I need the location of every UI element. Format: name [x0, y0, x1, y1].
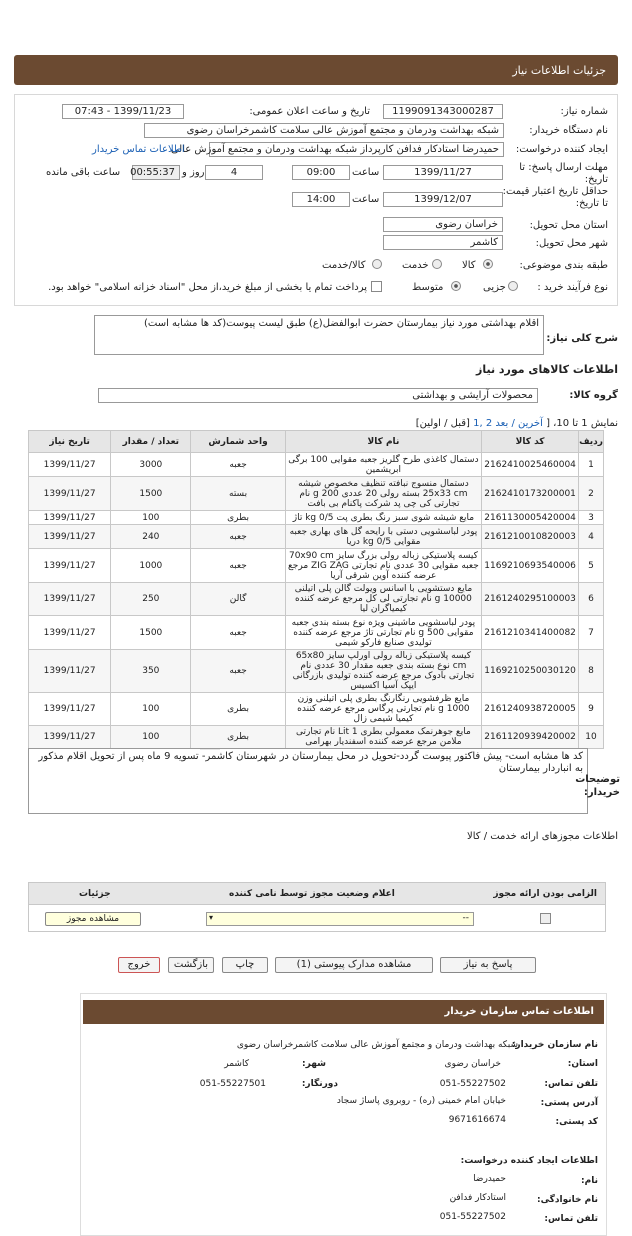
- description-box: [94, 315, 544, 355]
- cell-date: 1399/11/27: [29, 549, 111, 583]
- cell-unit: جعبه: [191, 453, 285, 477]
- cell-name: پودر لباسشویی دستی با رایحه گل های بهاری جعبه مقوایی 0/5 kg دریا: [285, 525, 482, 549]
- deadline-time-label: ساعت: [352, 167, 380, 178]
- cell-qty: 1000: [111, 549, 191, 583]
- cell-unit: بطری: [191, 693, 285, 726]
- contact-postal-label: کد پستی:: [555, 1117, 598, 1127]
- table-row: [29, 511, 604, 525]
- goods-table-header: [29, 431, 604, 453]
- contact-province-value: خراسان رضوی: [444, 1059, 501, 1069]
- cell-qty: 250: [111, 583, 191, 616]
- cell-code: 2161210010820003: [482, 525, 579, 549]
- buyer-org-label: نام دستگاه خریدار:: [529, 125, 608, 136]
- cell-date: 1399/11/27: [29, 650, 111, 693]
- cell-date: 1399/11/27: [29, 477, 111, 511]
- cell-code: 2162410173200001: [482, 477, 579, 511]
- table-row: [29, 650, 604, 693]
- province-label: استان محل تحویل:: [529, 220, 608, 231]
- contact-fax-value: 051-55227501: [199, 1079, 266, 1089]
- cell-row: 2: [579, 477, 604, 511]
- print-button[interactable]: چاپ: [222, 957, 268, 973]
- days-field: 4: [205, 165, 263, 180]
- cell-name: مایع دستشویی با اسانس ویولت گالن پلی اتیلنی 10000 g نام تجارتی لی کل مرجع عرضه کننده کیمیاگران لیا: [285, 583, 482, 616]
- need-number-label: شماره نیاز:: [560, 106, 608, 117]
- contact-province-label: استان:: [567, 1059, 598, 1069]
- description-text: اقلام بهداشتی مورد نیاز بیمارستان حضرت ابوالفضل(ع) طبق لیست پیوست(کد ها مشابه است): [143, 318, 539, 329]
- table-row: [29, 616, 604, 650]
- validity-time-label: ساعت: [352, 194, 380, 205]
- buyer-notes-text: کد ها مشابه است- پیش فاکتور پیوست گردد-تحویل در محل بیمارستان در شهرستان کاشمر- تسویه 9 ماه پس از تحویل اقلام مذکور به انباردار بیمارستان: [38, 751, 583, 774]
- description-label: شرح کلی نیاز:: [546, 333, 618, 344]
- cell-qty: 240: [111, 525, 191, 549]
- payment-note: پرداخت تمام یا بخشی از مبلغ خرید،از محل "اسناد خزانه اسلامی" خواهد بود.: [48, 282, 367, 293]
- buyer-org-field: شبکه بهداشت ودرمان و مجتمع آموزش عالی سلامت کاشمرخراسان رضوی: [144, 123, 504, 138]
- creator-family-value: استادکار فدافن: [449, 1193, 506, 1203]
- goods-table: [28, 430, 604, 749]
- process-radio-minor[interactable]: [508, 281, 518, 291]
- cell-name: دستمال کاغذی طرح گلریز جعبه مقوایی 100 برگی ابریشمین: [285, 453, 482, 477]
- cell-row: 3: [579, 511, 604, 525]
- col-row: ردیف: [579, 431, 604, 453]
- process-label: نوع فرآیند خرید :: [537, 282, 608, 293]
- deadline-time-field: 09:00: [292, 165, 350, 180]
- deadline-date-field: 1399/11/27: [383, 165, 503, 180]
- col-qty: تعداد / مقدار: [111, 431, 191, 453]
- cell-unit: بطری: [191, 511, 285, 525]
- city-field: کاشمر: [383, 235, 503, 250]
- province-field: خراسان رضوی: [383, 217, 503, 232]
- cell-name: مایع شیشه شوی سبز رنگ بطری پت 0/5 kg تاژ: [285, 511, 482, 525]
- category-radio-both[interactable]: [372, 259, 382, 269]
- page-title: جزئیات اطلاعات نیاز: [512, 64, 606, 77]
- category-label: طبقه بندی موضوعی:: [519, 260, 608, 271]
- treasury-checkbox[interactable]: [371, 281, 382, 292]
- creator-phone-label: تلفن تماس:: [544, 1214, 598, 1224]
- process-radio-medium[interactable]: [451, 281, 461, 291]
- cell-unit: جعبه: [191, 616, 285, 650]
- cell-date: 1399/11/27: [29, 726, 111, 749]
- goods-section-title: اطلاعات کالاهای مورد نیاز: [476, 363, 618, 376]
- table-row: [29, 726, 604, 749]
- cell-code: 1169210693540006: [482, 549, 579, 583]
- remaining-label: ساعت باقی مانده: [46, 167, 121, 178]
- permits-table: [28, 882, 606, 932]
- cell-row: 6: [579, 583, 604, 616]
- min-validity-label: حداقل تاریخ اعتبار قیمت: تا تاریخ:: [502, 186, 608, 209]
- buyer-notes-label: توضیحات خریدار:: [575, 774, 620, 798]
- table-row: [29, 477, 604, 511]
- panel-header: [14, 55, 618, 85]
- table-row: [29, 525, 604, 549]
- contact-org-value: شبکه بهداشت ودرمان و مجتمع آموزش عالی سلامت کاشمرخراسان رضوی: [236, 1040, 518, 1050]
- cell-row: 4: [579, 525, 604, 549]
- cell-qty: 350: [111, 650, 191, 693]
- contact-fax-label: دورنگار:: [301, 1079, 338, 1089]
- permit-status-select[interactable]: [206, 912, 474, 926]
- contact-header: [83, 1000, 604, 1024]
- pagination-prefix: نمایش 1 تا 10، [: [546, 418, 618, 429]
- process-option-minor: جزیی: [483, 282, 506, 293]
- table-row: [29, 453, 604, 477]
- cell-qty: 1500: [111, 616, 191, 650]
- goods-group-field: محصولات آرایشی و بهداشتی: [98, 388, 538, 403]
- reply-button[interactable]: پاسخ به نیاز: [440, 957, 536, 973]
- days-label: روز و: [182, 167, 205, 178]
- remaining-time-field: 00:55:37: [132, 165, 180, 180]
- cell-unit: جعبه: [191, 525, 285, 549]
- chevron-down-icon: ▾: [209, 913, 214, 922]
- cell-unit: بسته: [191, 477, 285, 511]
- col-code: کد کالا: [482, 431, 579, 453]
- pagination-suffix: [قبل / اولین]: [415, 418, 470, 429]
- cell-date: 1399/11/27: [29, 616, 111, 650]
- buyer-contact-link[interactable]: اطلاعات تماس خریدار: [92, 144, 185, 155]
- cell-date: 1399/11/27: [29, 525, 111, 549]
- deadline-label: مهلت ارسال پاسخ: تا تاریخ:: [519, 162, 608, 185]
- creator-field: حمیدرضا استادکار فدافن کارپرداز شبکه بهداشت ودرمان و مجتمع آموزش عالی: [209, 142, 504, 157]
- exit-button[interactable]: خروج: [118, 957, 160, 973]
- cell-date: 1399/11/27: [29, 453, 111, 477]
- contact-org-label: نام سازمان خریدار:: [511, 1040, 598, 1050]
- cell-code: 2161240295100003: [482, 583, 579, 616]
- creator-name-label: نام:: [581, 1176, 598, 1186]
- cell-code: 2161240938720005: [482, 693, 579, 726]
- category-option-goods: کالا: [462, 260, 476, 271]
- permits-title: اطلاعات مجوزهای ارائه خدمت / کالا: [467, 831, 618, 842]
- cell-code: 1169210250030120: [482, 650, 579, 693]
- back-button[interactable]: بازگشت: [168, 957, 214, 973]
- cell-row: 5: [579, 549, 604, 583]
- creator-name-value: حمیدرضا: [473, 1174, 506, 1184]
- cell-code: 2162410025460004: [482, 453, 579, 477]
- cell-date: 1399/11/27: [29, 693, 111, 726]
- cell-name: مایع جوهرنمک معمولی بطری 1 Lit نام تجارتی ملامن مرجع عرضه کننده اسفندیار بهرامی: [285, 726, 482, 749]
- col-unit: واحد شمارش: [191, 431, 285, 453]
- view-permit-button[interactable]: مشاهده مجوز: [45, 912, 141, 926]
- category-option-service: خدمت: [402, 260, 429, 271]
- cell-row: 10: [579, 726, 604, 749]
- category-radio-goods[interactable]: [483, 259, 493, 269]
- cell-qty: 1500: [111, 477, 191, 511]
- cell-code: 2161120939420002: [482, 726, 579, 749]
- cell-name: کیسه پلاستیکی زباله رولی بزرگ سایز 70x90 cm جعبه مقوایی 30 عددی نام تجارتی ZIG ZAG مرجع عرضه کننده آوین شرقی آریا: [285, 549, 482, 583]
- cell-name: کیسه پلاستیکی زباله رولی اورلپ سایز 65x80 cm نوع بسته بندی جعبه مقدار 30 عددی نام تجارتی بادوک مرجع عرضه کننده تولیدی بازرگانی ایپک آسیا اکسیس: [285, 650, 482, 693]
- contact-city-label: شهر:: [302, 1059, 326, 1069]
- cell-name: دستمال منسوج نبافته تنظیف مخصوص شیشه 25x33 cm بسته رولی 20 عددی 200 g نام تجارتی کی چی پد شرکت پاکنام بی بافت: [285, 477, 482, 511]
- col-name: نام کالا: [285, 431, 482, 453]
- cell-name: پودر لباسشویی ماشینی ویژه نوع بسته بندی جعبه مقوایی 500 g نام تجارتی تاژ مرجع عرضه کننده تولیدی صنایع فارکو شیمی: [285, 616, 482, 650]
- creator-phone-value: 051-55227502: [439, 1212, 506, 1222]
- table-row: [29, 549, 604, 583]
- pagination-pages[interactable]: 2 ,1: [473, 418, 493, 429]
- goods-group-label: گروه کالا:: [569, 390, 618, 401]
- contact-city-value: کاشمر: [224, 1059, 249, 1069]
- cell-unit: جعبه: [191, 549, 285, 583]
- permits-col-details: جزئیات: [79, 889, 111, 899]
- buyer-notes-box: [28, 748, 588, 814]
- contact-phone-label: تلفن تماس:: [544, 1079, 598, 1089]
- permit-required-checkbox[interactable]: [540, 913, 551, 924]
- table-row: [29, 583, 604, 616]
- pagination: [416, 418, 618, 429]
- contact-card: [80, 993, 607, 1236]
- validity-time-field: 14:00: [292, 192, 350, 207]
- col-date: تاریخ نیاز: [29, 431, 111, 453]
- category-radio-service[interactable]: [432, 259, 442, 269]
- cell-qty: 100: [111, 693, 191, 726]
- contact-title: اطلاعات تماس سازمان خریدار: [444, 1006, 594, 1017]
- cell-unit: بطری: [191, 726, 285, 749]
- cell-row: 1: [579, 453, 604, 477]
- cell-code: 2161210341400082: [482, 616, 579, 650]
- permits-col-required: الزامی بودن ارائه مجوز: [493, 889, 597, 899]
- validity-date-field: 1399/12/07: [383, 192, 503, 207]
- cell-name: مایع ظرفشویی رنگارنگ بطری پلی اتیلنی وزن 1000 g نام تجارتی پرگاس مرجع عرضه کننده کیمیا شیمی زال: [285, 693, 482, 726]
- cell-qty: 100: [111, 726, 191, 749]
- cell-unit: گالن: [191, 583, 285, 616]
- permit-status-value: --: [462, 913, 469, 923]
- city-label: شهر محل تحویل:: [535, 238, 608, 249]
- creator-label: ایجاد کننده درخواست:: [515, 144, 608, 155]
- need-number-field: 1199091343000287: [383, 104, 503, 119]
- creator-info-title: اطلاعات ایجاد کننده درخواست:: [460, 1156, 598, 1166]
- cell-date: 1399/11/27: [29, 511, 111, 525]
- cell-qty: 3000: [111, 453, 191, 477]
- announce-field: 1399/11/23 - 07:43: [62, 104, 184, 119]
- cell-qty: 100: [111, 511, 191, 525]
- cell-code: 2161130005420004: [482, 511, 579, 525]
- contact-phone-value: 051-55227502: [439, 1079, 506, 1089]
- category-option-both: کالا/خدمت: [322, 260, 366, 271]
- contact-address-label: آدرس پستی:: [540, 1098, 598, 1108]
- contact-address-value: خیابان امام خمینی (ره) - روبروی پاساژ سجاد: [336, 1096, 506, 1106]
- cell-row: 8: [579, 650, 604, 693]
- permits-col-status: اعلام وضعیت مجوز توسط نامی کننده: [229, 889, 395, 899]
- announce-label: تاریخ و ساعت اعلان عمومی:: [249, 106, 370, 117]
- cell-unit: جعبه: [191, 650, 285, 693]
- contact-postal-value: 9671616674: [448, 1115, 506, 1125]
- table-row: [29, 693, 604, 726]
- creator-family-label: نام خانوادگی:: [536, 1195, 598, 1205]
- cell-row: 7: [579, 616, 604, 650]
- cell-date: 1399/11/27: [29, 583, 111, 616]
- cell-row: 9: [579, 693, 604, 726]
- view-documents-button[interactable]: مشاهده مدارک پیوستی (1): [275, 957, 433, 973]
- process-option-medium: متوسط: [412, 282, 444, 293]
- pagination-next-last-link[interactable]: آخرین / بعد: [495, 418, 543, 429]
